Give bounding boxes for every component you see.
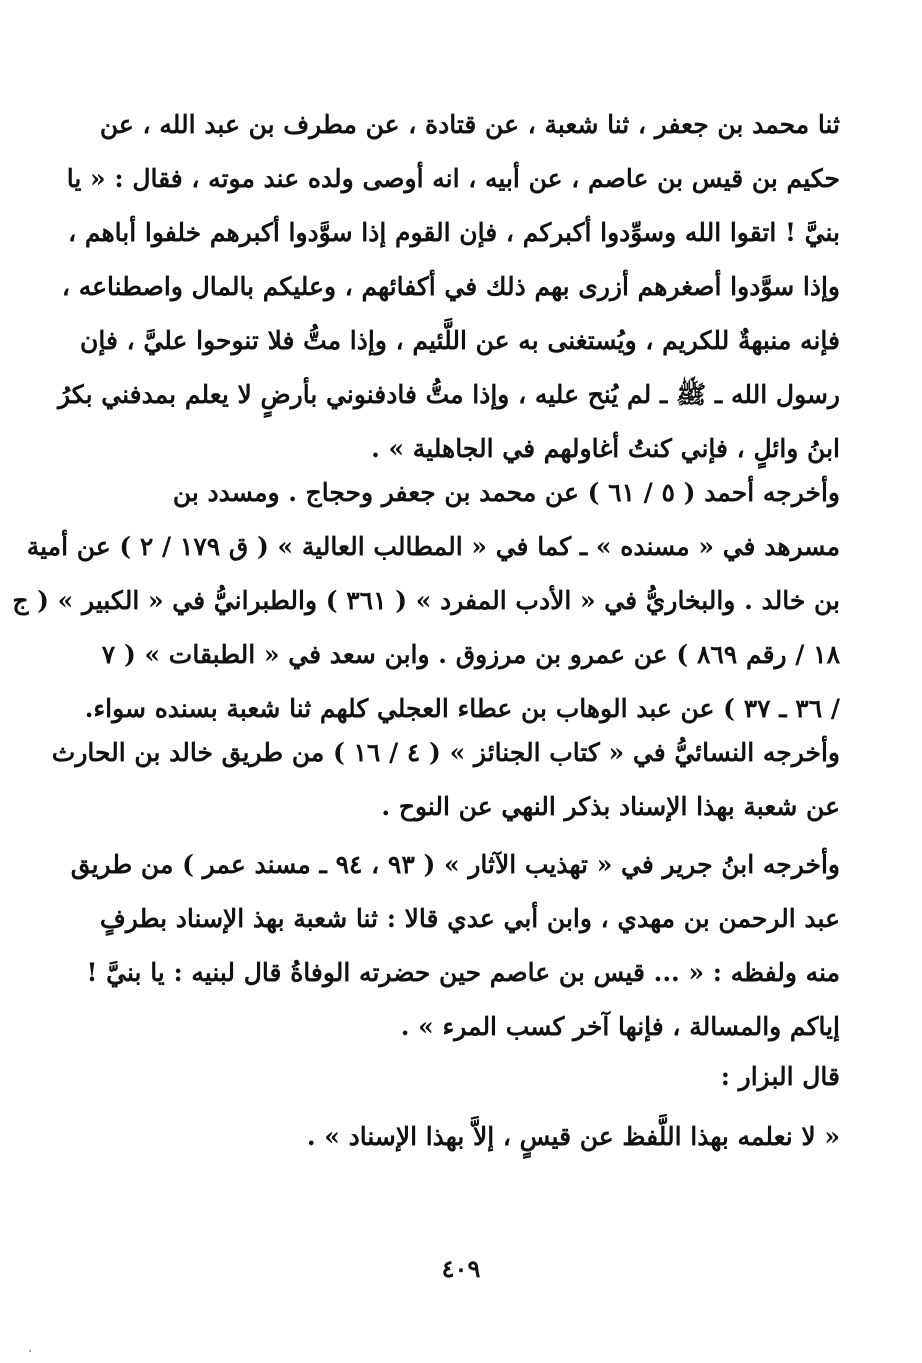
text-line: « لا نعلمه بهذا اللَّفظ عن قيسٍ ، إلاَّ بهذا الإسناد » . xyxy=(306,1122,840,1151)
text-line: بن خالد . والبخاريُّ في « الأدب المفرد » ( ٣٦١ ) والطبرانيُّ في « الكبير » ( ج xyxy=(12,586,840,615)
paragraph-bazzar-quote xyxy=(118,1110,840,1164)
paragraph-bazzar-heading xyxy=(118,1050,840,1104)
text-line: فإنه منبهةٌ للكريم ، ويُستغنى به عن اللَّئيم ، وإذا متُّ فلا تنوحوا عليَّ ، فإن xyxy=(80,326,840,355)
corner-dot: . xyxy=(28,1340,33,1356)
text-line: ثنا محمد بن جعفر ، ثنا شعبة ، عن قتادة ، عن مطرف بن عبد الله ، عن xyxy=(99,110,840,139)
text-line: وأخرجه ابنُ جرير في « تهذيب الآثار » ( ٩٣ ، ٩٤ ـ مسند عمر ) من طريق xyxy=(70,850,840,879)
text-line: قال البزار : xyxy=(720,1062,840,1091)
text-line: وأخرجه النسائيُّ في « كتاب الجنائز » ( ٤ / ١٦ ) من طريق خالد بن الحارث xyxy=(51,738,840,767)
text-line: إياكم والمسالة ، فإنها آخر كسب المرء » . xyxy=(400,1012,840,1041)
text-line: وأخرجه أحمد ( ٥ / ٦١ ) عن محمد بن جعفر وحجاج . ومسدد بن xyxy=(172,478,840,507)
text-line: بنيَّ ! اتقوا الله وسوِّدوا أكبركم ، فإن القوم إذا سوَّدوا أكبرهم خلفوا أباهم ، xyxy=(68,218,840,247)
text-line: / ٣٦ ـ ٣٧ ) عن عبد الوهاب بن عطاء العجلي كلهم ثنا شعبة بسنده سواء. xyxy=(84,694,840,723)
paragraph-hadith-text xyxy=(58,98,840,476)
paragraph-takhrij-nasai xyxy=(51,726,840,834)
text-line: ١٨ / رقم ٨٦٩ ) عن عمرو بن مرزوق . وابن سعد في « الطبقات » ( ٧ xyxy=(101,640,840,669)
text-line: رسول الله ـ ﷺ ـ لم يُنح عليه ، وإذا متُّ فادفنوني بأرضٍ لا يعلم بمدفني بكرُ xyxy=(58,380,840,409)
text-line: حكيم بن قيس بن عاصم ، عن أبيه ، انه أوصى ولده عند موته ، فقال : « يا xyxy=(66,164,840,193)
page-number: ٤٠٩ xyxy=(441,1254,481,1283)
paragraph-takhrij-ibn-jarir xyxy=(70,838,840,1054)
text-line: مسرهد في « مسنده » ـ كما في « المطالب العالية » ( ق ١٧٩ / ٢ ) عن أمية xyxy=(26,532,840,561)
text-line: وإذا سوَّدوا أصغرهم أزرى بهم ذلك في أكفائهم ، وعليكم بالمال واصطناعه ، xyxy=(61,272,840,301)
text-line: ابنُ وائلٍ ، فإني كنتُ أغاولهم في الجاهلية » . xyxy=(371,434,840,463)
text-line: عبد الرحمن بن مهدي ، وابن أبي عدي قالا : ثنا شعبة بهذ الإسناد بطرفٍ xyxy=(99,904,840,933)
text-line: منه ولفظه : « ... قيس بن عاصم حين حضرته الوفاةُ قال لبنيه : يا بنيَّ ! xyxy=(86,958,840,987)
text-line: عن شعبة بهذا الإسناد بذكر النهي عن النوح . xyxy=(381,792,840,821)
paragraph-takhrij-ahmad xyxy=(12,466,840,736)
